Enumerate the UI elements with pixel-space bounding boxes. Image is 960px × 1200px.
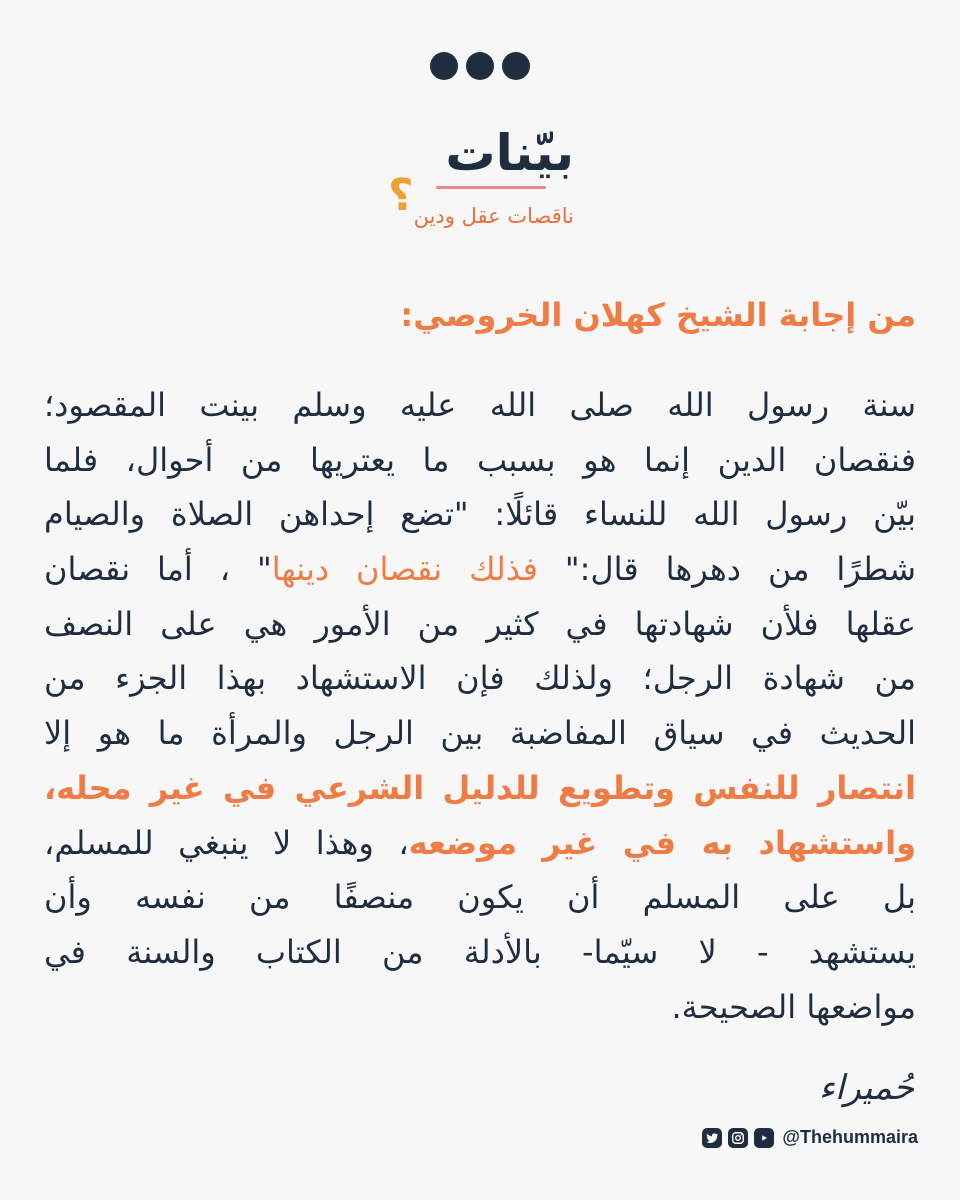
- line-text: يستشهد - لا سيّما- بالأدلة من الكتاب والسنة في: [44, 932, 916, 971]
- quote-line: [44, 870, 916, 925]
- line-text: ، وهذا لا ينبغي للمسلم،: [44, 823, 409, 862]
- highlighted-phrase: واستشهاد به في غير موضعه: [408, 823, 916, 862]
- line-text: انتصار للنفس وتطويع للدليل الشرعي في غير محله،: [44, 768, 916, 807]
- quote-line: [44, 651, 916, 706]
- line-text: الحديث في سياق المفاضبة بين الرجل والمرأة ما هو إلا: [44, 714, 916, 753]
- quote-line: [44, 378, 916, 433]
- quote-line: [44, 542, 916, 597]
- quote-line: [44, 487, 916, 542]
- quote-line: [44, 597, 916, 652]
- dot: [502, 52, 530, 80]
- line-text: " ، أما نقصان: [44, 550, 272, 589]
- quote-line: [44, 980, 916, 1035]
- more-dots-icon: [0, 52, 960, 80]
- quote-body: [44, 378, 916, 1034]
- highlighted-phrase: فذلك نقصان دينها: [271, 550, 538, 589]
- social-handle[interactable]: @Thehummaira: [782, 1127, 918, 1147]
- brand-logo: [376, 124, 596, 238]
- instagram-icon[interactable]: [728, 1128, 748, 1148]
- line-text: مواضعها الصحيحة.: [671, 987, 916, 1026]
- line-text: سنة رسول الله صلى الله عليه وسلم بينت المقصود؛: [44, 386, 916, 424]
- twitter-icon[interactable]: [702, 1128, 722, 1148]
- line-text: شطرًا من دهرها قال:": [537, 550, 916, 589]
- signature-logo: حُميراء: [818, 1068, 914, 1108]
- social-bar: [702, 1127, 918, 1148]
- youtube-icon[interactable]: [754, 1128, 774, 1148]
- dot: [466, 52, 494, 80]
- brand-title: بيّنات: [445, 124, 574, 182]
- line-text: بل على المسلم أن يكون منصفًا من نفسه وأن: [44, 878, 916, 917]
- quote-line: [44, 925, 916, 980]
- quote-line: [44, 761, 916, 816]
- dot: [430, 52, 458, 80]
- quote-line: [44, 706, 916, 761]
- line-text: فنقصان الدين إنما هو بسبب ما يعتريها من أحوال، فلما: [44, 440, 916, 479]
- brand-subtitle: ناقصات عقل ودين: [413, 204, 574, 228]
- quote-heading: من إجابة الشيخ كهلان الخروصي:: [400, 296, 916, 334]
- brand-underline: [436, 186, 546, 189]
- line-text: عقلها فلأن شهادتها في كثير من الأمور هي على النصف: [44, 604, 916, 643]
- question-mark-icon: ؟: [388, 170, 414, 221]
- line-text: من شهادة الرجل؛ ولذلك فإن الاستشهاد بهذا الجزء من: [44, 659, 916, 698]
- quote-line: [44, 816, 916, 871]
- line-text: بيّن رسول الله للنساء قائلًا: "تضع إحداهن الصلاة والصيام: [44, 495, 916, 534]
- quote-line: [44, 433, 916, 488]
